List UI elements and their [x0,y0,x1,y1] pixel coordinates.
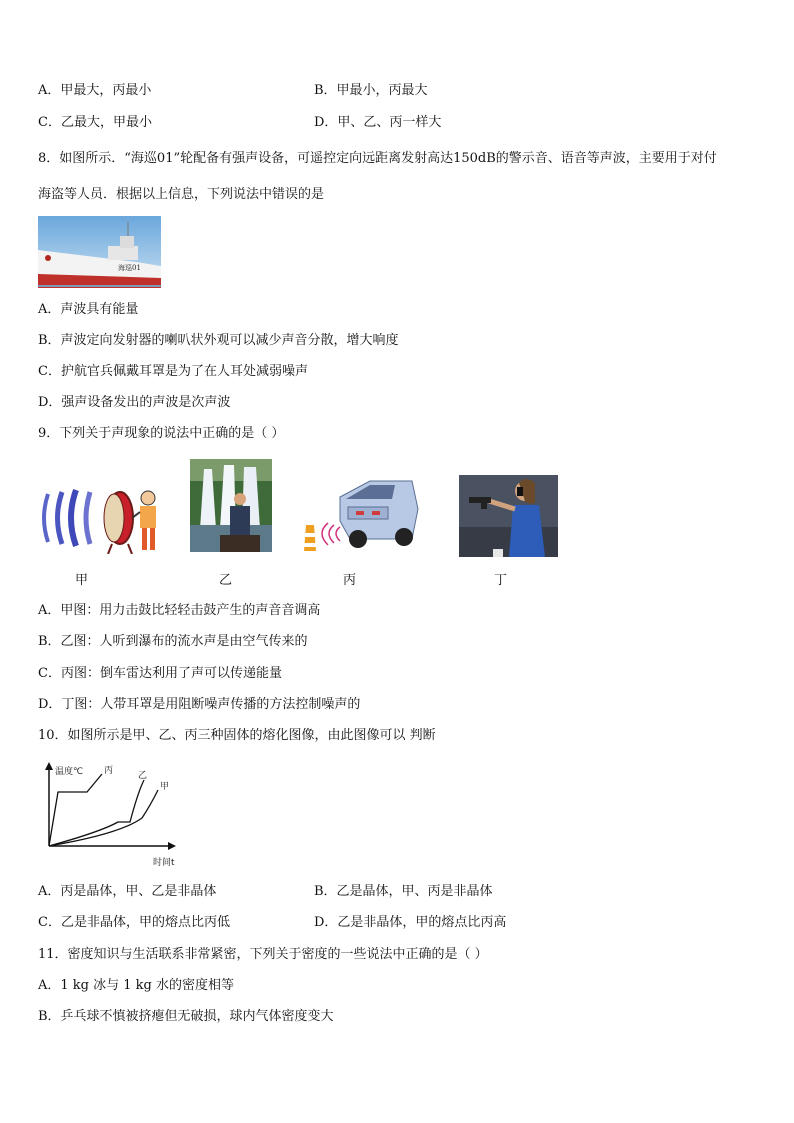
q7-option-c: C．乙最大，甲最小 [38,115,152,130]
q8-stem-line2: 海盗等人员．根据以上信息，下列说法中错误的是 [38,187,325,202]
q8-option-a: A．声波具有能量 [38,302,139,317]
q11-option-a: A．1 kg 冰与 1 kg 水的密度相等 [38,978,234,993]
q9-caption-yi: 乙 [219,573,233,588]
q10-option-b: B．乙是晶体，甲、丙是非晶体 [314,884,493,899]
q9-option-a: A．甲图：用力击鼓比轻轻击鼓产生的声音音调高 [38,603,321,618]
q10-option-d: D．乙是非晶体，甲的熔点比丙高 [314,915,507,930]
chart-x-axis-arrow [168,842,176,850]
chart-y-axis-arrow [45,762,53,770]
q7-option-d: D．甲、乙、丙一样大 [314,115,442,130]
coast-guard-ship-photo [38,216,161,288]
q9-caption-jia: 甲 [75,573,89,588]
car-reversing-radar-figure [300,477,420,557]
chart-xlabel: 时间t [153,858,175,868]
curve-label-yi: 乙 [138,771,148,781]
curve-label-jia: 甲 [160,782,170,792]
q9-caption-bing: 丙 [343,573,357,588]
curve-jia [49,790,158,846]
ship-hull-label: 海巡01 [118,264,141,272]
drum-sound-wave-figure [40,482,165,554]
q7-option-a: A．甲最大，丙最小 [38,83,152,98]
q9-caption-ding: 丁 [494,573,508,588]
q9-option-d: D．丁图：人带耳罩是用阻断噪声传播的方法控制噪声的 [38,697,361,712]
curve-bing [49,774,102,846]
q9-option-b: B．乙图：人听到瀑布的流水声是由空气传来的 [38,634,308,649]
q11-option-b: B．乒乓球不慎被挤瘪但无破损，球内气体密度变大 [38,1009,334,1024]
q7-option-b: B．甲最小，丙最大 [314,83,428,98]
q10-option-c: C．乙是非晶体，甲的熔点比丙低 [38,915,230,930]
q8-option-b: B．声波定向发射器的喇叭状外观可以减少声音分散，增大响度 [38,333,399,348]
q9-stem: 9．下列关于声现象的说法中正确的是（ ） [38,426,285,441]
melting-curve-chart [40,762,180,870]
curve-label-bing: 丙 [104,766,114,776]
chart-ylabel: 温度℃ [55,767,84,777]
q8-stem-line1: 8．如图所示．“海巡01”轮配备有强声设备，可遥控定向远距离发射高达150dB的警示音、语音等声波，主要用于对付 [38,151,717,166]
q8-option-c: C．护航官兵佩戴耳罩是为了在人耳处减弱噪声 [38,364,308,379]
q9-option-c: C．丙图：倒车雷达利用了声可以传递能量 [38,666,282,681]
waterfall-photo [190,459,272,552]
q11-stem: 11．密度知识与生活联系非常紧密，下列关于密度的一些说法中正确的是（ ） [38,947,488,962]
q10-stem: 10．如图所示是甲、乙、丙三种固体的熔化图像，由此图像可以 判断 [38,728,436,743]
q8-option-d: D．强声设备发出的声波是次声波 [38,395,231,410]
shooter-earmuff-photo [459,475,558,557]
q10-option-a: A．丙是晶体，甲、乙是非晶体 [38,884,217,899]
